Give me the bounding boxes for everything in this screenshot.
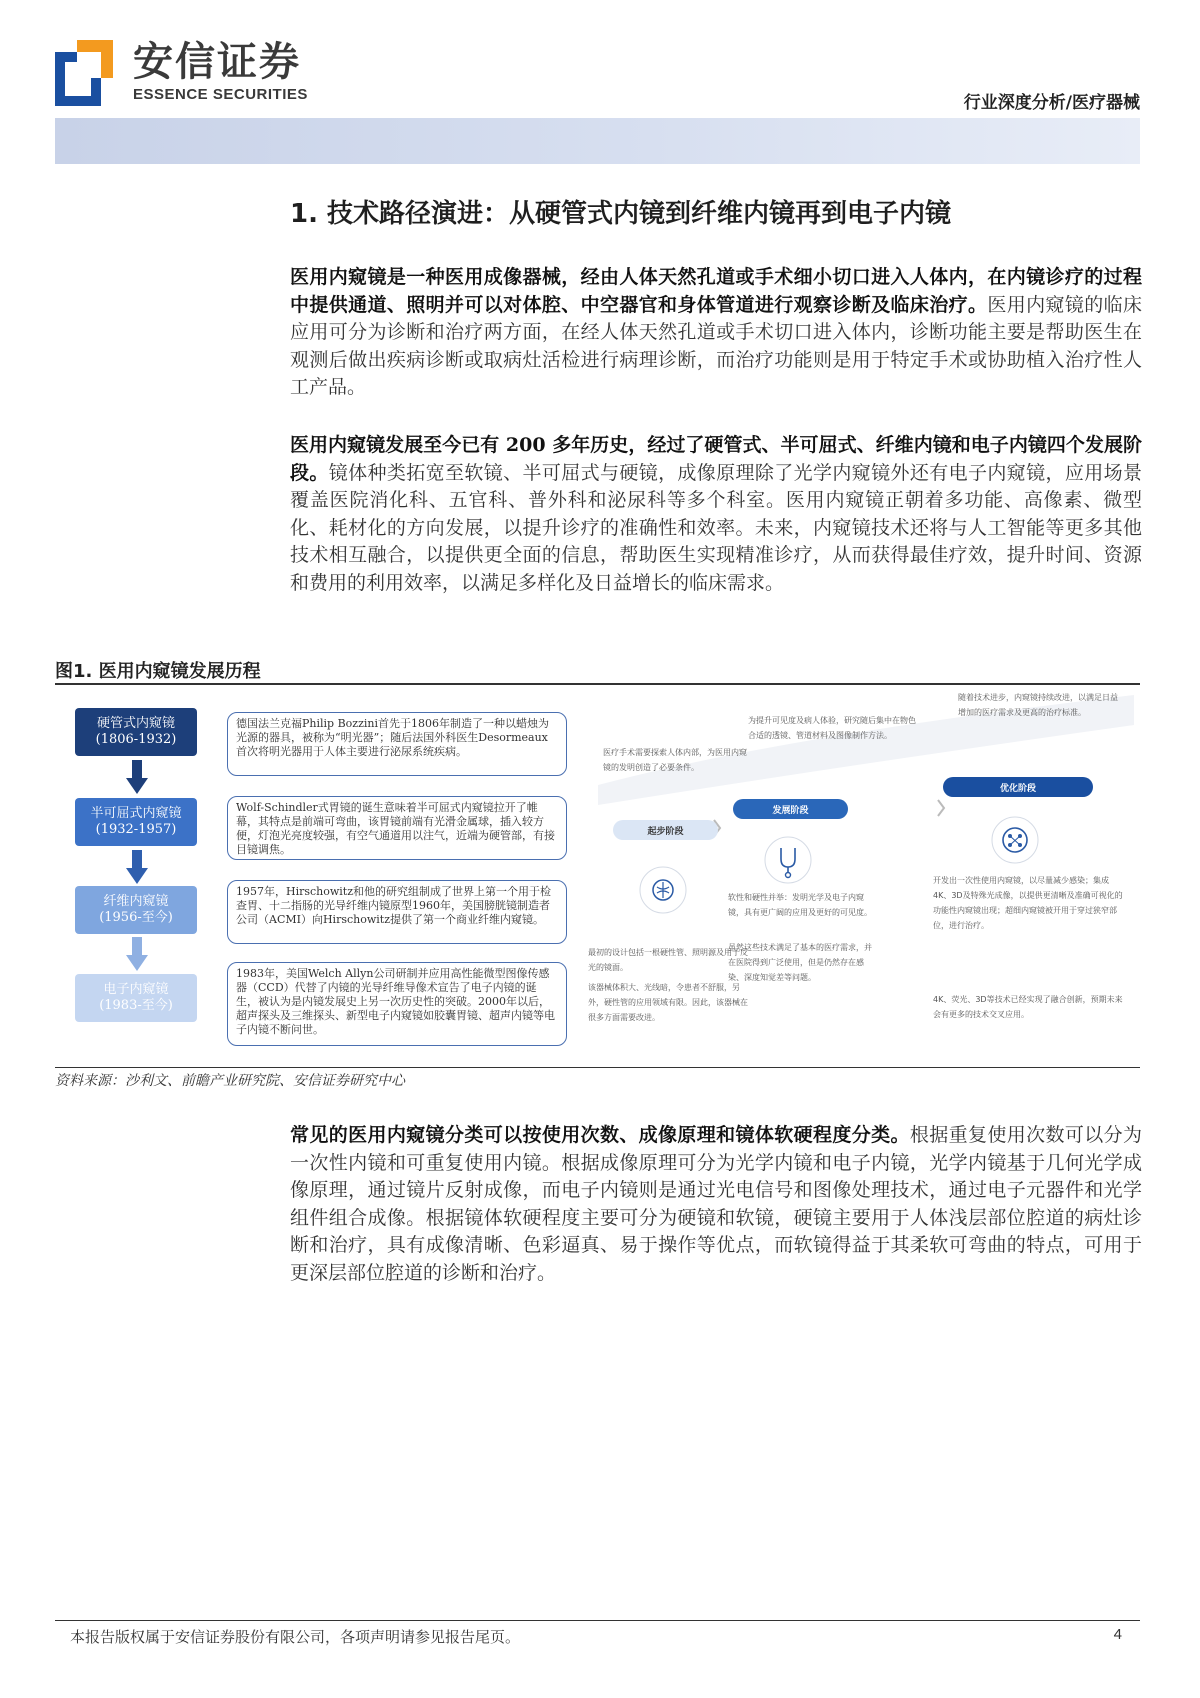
phase-3-top-note: 随着技术进步，内窥镜持续改进，以满足日益增加的医疗需求及更高的治疗标准。 bbox=[958, 693, 1118, 717]
brand-name-en: ESSENCE SECURITIES bbox=[133, 86, 308, 103]
paragraph-lead: 医用内窥镜是一种医用成像器械，经由人体天然孔道或手术细小切口进入人体内，在内镜诊疗的过程中提供通道、照明并可以对体腔、中空器官和身体管道进行观察诊断及临床治疗。 bbox=[290, 266, 1142, 316]
figure-title: 图1. 医用内窥镜发展历程 bbox=[55, 661, 261, 682]
stage-name: 纤维内窥镜 bbox=[103, 894, 169, 909]
stage-box-electronic bbox=[75, 974, 197, 1022]
stage-years: (1932-1957) bbox=[95, 822, 177, 837]
page-number: 4 bbox=[1113, 1626, 1122, 1643]
stage-box-rigid bbox=[75, 708, 197, 756]
phase-1-label: 起步阶段 bbox=[613, 820, 718, 840]
paragraph-body: 镜体种类拓宽至软镜、半可屈式与硬镜，成像原理除了光学内窥镜外还有电子内窥镜，应用场景覆盖医院消化科、五官科、普外科和泌尿科等多个科室。医用内窥镜正朝着多功能、高像素、微型化、耗材化的方向发展，以提升诊疗的准确性和效率。未来，内窥镜技术还将与人工智能等更多其他技术相互融合，以提供更全面的信息，帮助医生实现精准诊疗，从而获得最佳疗效，提升时间、资源和费用的利用效率，以满足多样化及日益增长的临床需求。 bbox=[290, 461, 1142, 594]
stage-years: (1956-至今) bbox=[99, 910, 173, 925]
stage-name: 电子内窥镜 bbox=[103, 982, 169, 997]
figure-bottom-rule bbox=[55, 1067, 1140, 1068]
stage-description: 1983年，美国Welch Allyn公司研制并应用高性能微型图像传感器（CCD）代替了内镜的光导纤维导像术宣告了电子内镜的诞生，被认为是内镜发展史上另一次历史性的突破。2000年以后，超声探头及三维探头、新型电子内窥镜如胶囊胃镜、超声内镜等电子内镜不断问世。 bbox=[227, 962, 567, 1046]
brand-logo-icon bbox=[55, 40, 113, 106]
phase-3-bullet: 4K、荧光、3D等技术已经实现了融合创新，预期未来会有更多的技术交叉应用。 bbox=[933, 995, 1123, 1019]
stage-name: 硬管式内窥镜 bbox=[96, 716, 175, 731]
stage-years: (1806-1932) bbox=[95, 732, 177, 747]
stethoscope-icon bbox=[763, 835, 813, 885]
arrow-down-icon bbox=[126, 760, 148, 794]
paragraph-lead: 常见的医用内窥镜分类可以按使用次数、成像原理和镜体软硬程度分类。 bbox=[290, 1124, 910, 1146]
footer-disclaimer: 本报告版权属于安信证券股份有限公司，各项声明请参见报告尾页。 bbox=[70, 1628, 521, 1646]
phase-diagram bbox=[588, 695, 1134, 1053]
stage-description: 1957年，Hirschowitz和他的研究组制成了世界上第一个用于检查胃、十二指肠的光导纤维内镜原型1960年，美国膀胱镜制造者公司（ACMI）向Hirschowitz提供了第一个商业纤维内窥镜。 bbox=[227, 880, 567, 944]
stage-box-semi-flexible bbox=[75, 798, 197, 846]
phase-3-label: 优化阶段 bbox=[943, 777, 1093, 797]
phase-1-bullet: 最初的设计包括一根硬性管、照明源及用于反光的镜面。 bbox=[588, 948, 748, 972]
brain-icon bbox=[638, 865, 688, 915]
phase-1-top-note: 医疗手术需要探索人体内部，为医用内窥镜的发明创造了必要条件。 bbox=[603, 748, 747, 772]
brand-name-cn: 安信证券 bbox=[133, 39, 301, 85]
figure-top-rule bbox=[55, 683, 1140, 685]
arrow-down-icon bbox=[126, 937, 148, 971]
header-band bbox=[55, 118, 1140, 164]
paragraph-definition bbox=[290, 264, 1142, 402]
phase-2-label: 发展阶段 bbox=[733, 799, 848, 819]
report-category: 行业深度分析/医疗器械 bbox=[963, 93, 1140, 113]
arrow-down-icon bbox=[126, 850, 148, 884]
paragraph-body: 医用内窥镜的临床应用可分为诊断和治疗两方面，在经人体天然孔道或手术切口进入体内，诊断功能主要是帮助医生在观测后做出疾病诊断或取病灶活检进行病理诊断，而治疗功能则是用于特定手术或协助植入治疗性人工产品。 bbox=[290, 293, 1142, 398]
phase-2-top-note: 为提升可见度及病人体验，研究随后集中在物色合适的透镜、管道材料及图像制作方法。 bbox=[748, 716, 916, 740]
stage-years: (1983-至今) bbox=[99, 998, 173, 1013]
paragraph-lead: 医用内窥镜发展至今已有 200 多年历史，经过了硬管式、半可屈式、纤维内镜和电子内镜四个发展阶段。 bbox=[290, 434, 1142, 484]
stage-box-fiber bbox=[75, 886, 197, 934]
network-icon bbox=[990, 815, 1040, 865]
paragraph-body: 根据重复使用次数可以分为一次性内镜和可重复使用内镜。根据成像原理可分为光学内镜和电子内镜，光学内镜基于几何光学成像原理，通过镜片反射成像，而电子内镜则是通过光电信号和图像处理技术，通过电子元器件和光学组件组合成像。根据镜体软硬程度主要可分为硬镜和软镜，硬镜主要用于人体浅层部位腔道的病灶诊断和治疗，具有成像清晰、色彩逼真、易于操作等优点，而软镜得益于其柔软可弯曲的特点，可用于更深层部位腔道的诊断和治疗。 bbox=[290, 1124, 1142, 1284]
paragraph-classification bbox=[290, 1122, 1142, 1287]
paragraph-history bbox=[290, 432, 1142, 597]
section-title: 1. 技术路径演进：从硬管式内镜到纤维内镜再到电子内镜 bbox=[290, 199, 952, 229]
stage-name: 半可屈式内窥镜 bbox=[90, 806, 182, 821]
figure-source: 资料来源：沙利文、前瞻产业研究院、安信证券研究中心 bbox=[55, 1073, 405, 1089]
stage-description: Wolf-Schindler式胃镜的诞生意味着半可屈式内窥镜拉开了帷幕，其特点是前端可弯曲，该胃镜前端有光滑金属球，插入较方便，灯泡光亮度较强，有空气通道用以注气，近端为硬管部，有接目镜调焦。 bbox=[227, 796, 567, 860]
phase-1-bullet: 该器械体积大、光线暗，令患者不舒服，另外，硬性管的应用领域有限。因此，该器械在很多方面需要改进。 bbox=[588, 983, 748, 1022]
phase-2-bullet: 软性和硬性并举：发明光学及电子内窥镜，具有更广阔的应用及更好的可见度。 bbox=[728, 893, 872, 917]
stage-description: 德国法兰克福Philip Bozzini首先于1806年制造了一种以蜡烛为光源的器具，被称为“明光器”；随后法国外科医生Desormeaux首次将明光器用于人体主要进行泌尿系统疾病。 bbox=[227, 712, 567, 776]
footer-rule bbox=[55, 1620, 1140, 1621]
phase-3-bullet: 开发出一次性使用内窥镜，以尽量减少感染；集成4K、3D及特殊光成像，以提供更清晰及准确可视化的功能性内窥镜出现；超细内窥镜被开用于穿过狭窄部位，进行治疗。 bbox=[933, 876, 1123, 930]
phase-2-bullet: 虽然这些技术满足了基本的医疗需求，并在医院得到广泛使用，但是仍然存在感染、深度知觉差等问题。 bbox=[728, 943, 872, 982]
